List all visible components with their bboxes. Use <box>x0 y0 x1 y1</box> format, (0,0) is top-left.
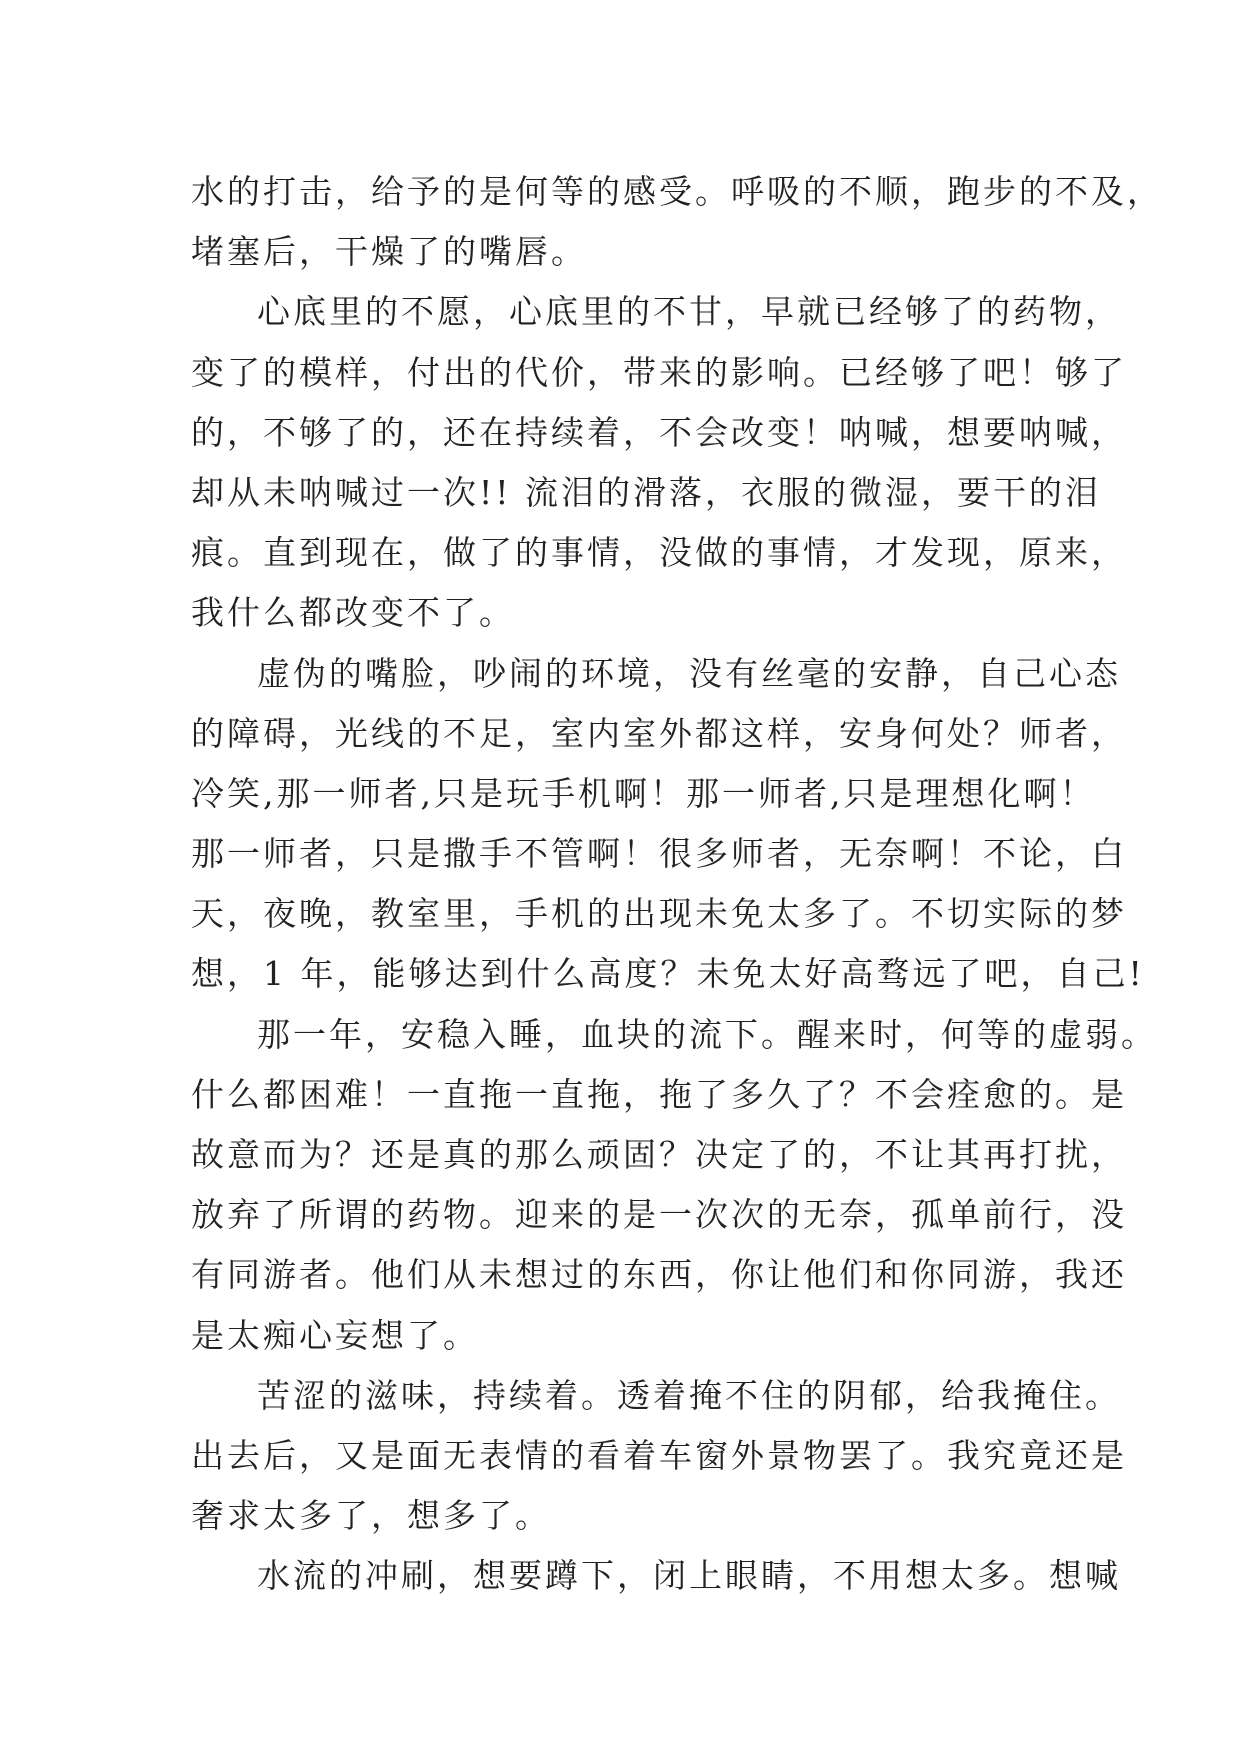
text-line: 堵塞后，干燥了的嘴唇。 <box>191 232 587 272</box>
text-line: 冷笑,那一师者,只是玩手机啊！那一师者,只是理想化啊！ <box>191 773 1096 813</box>
text-line: 痕。直到现在，做了的事情，没做的事情，才发现，原来， <box>191 533 1127 573</box>
text-line: 有同游者。他们从未想过的东西，你让他们和你同游，我还 <box>191 1255 1127 1295</box>
text-line: 天，夜晚，教室里，手机的出现未免太多了。不切实际的梦 <box>191 894 1127 934</box>
text-line: 虚伪的嘴脸，吵闹的环境，没有丝毫的安静，自己心态 <box>257 653 1121 693</box>
paragraph-5 <box>191 1366 1127 1547</box>
text-line: 那一年，安稳入睡，血块的流下。醒来时，何等的虚弱。 <box>257 1014 1157 1054</box>
text-line: 却从未呐喊过一次!! 流泪的滑落，衣服的微湿，要干的泪 <box>191 472 1102 512</box>
text-line: 我什么都改变不了。 <box>191 593 515 633</box>
paragraph-2 <box>191 282 1127 643</box>
text-line: 变了的模样，付出的代价，带来的影响。已经够了吧！够了 <box>191 352 1127 392</box>
paragraph-3 <box>191 644 1145 1005</box>
text-line: 的障碍，光线的不足，室内室外都这样，安身何处？师者， <box>191 713 1127 753</box>
text-line: 那一师者，只是撒手不管啊！很多师者，无奈啊！不论，白 <box>191 834 1127 874</box>
text-line: 故意而为？还是真的那么顽固？决定了的，不让其再打扰， <box>191 1135 1127 1174</box>
document-body <box>191 162 1163 1607</box>
text-line: 想，1 年，能够达到什么高度？未免太好高骛远了吧，自己! <box>191 954 1145 994</box>
text-line: 是太痴心妄想了。 <box>191 1315 479 1355</box>
text-line: 苦涩的滋味，持续着。透着掩不住的阴郁，给我掩住。 <box>257 1375 1121 1415</box>
paragraph-6 <box>191 1546 1121 1606</box>
text-line: 心底里的不愿，心底里的不甘，早就已经够了的药物， <box>257 292 1121 332</box>
paragraph-1 <box>191 162 1163 282</box>
text-line: 什么都困难！一直拖一直拖，拖了多久了？不会痊愈的。是 <box>191 1074 1127 1114</box>
text-line: 水的打击，给予的是何等的感受。呼吸的不顺，跑步的不及， <box>191 172 1163 211</box>
text-line: 水流的冲刷，想要蹲下，闭上眼睛，不用想太多。想喊 <box>257 1556 1121 1596</box>
text-line: 出去后，又是面无表情的看着车窗外景物罢了。我究竟还是 <box>191 1435 1127 1475</box>
text-line: 奢求太多了，想多了。 <box>191 1496 551 1536</box>
text-line: 的，不够了的，还在持续着，不会改变！呐喊，想要呐喊， <box>191 412 1127 452</box>
text-line: 放弃了所谓的药物。迎来的是一次次的无奈，孤单前行，没 <box>191 1195 1127 1235</box>
paragraph-4 <box>191 1005 1157 1366</box>
